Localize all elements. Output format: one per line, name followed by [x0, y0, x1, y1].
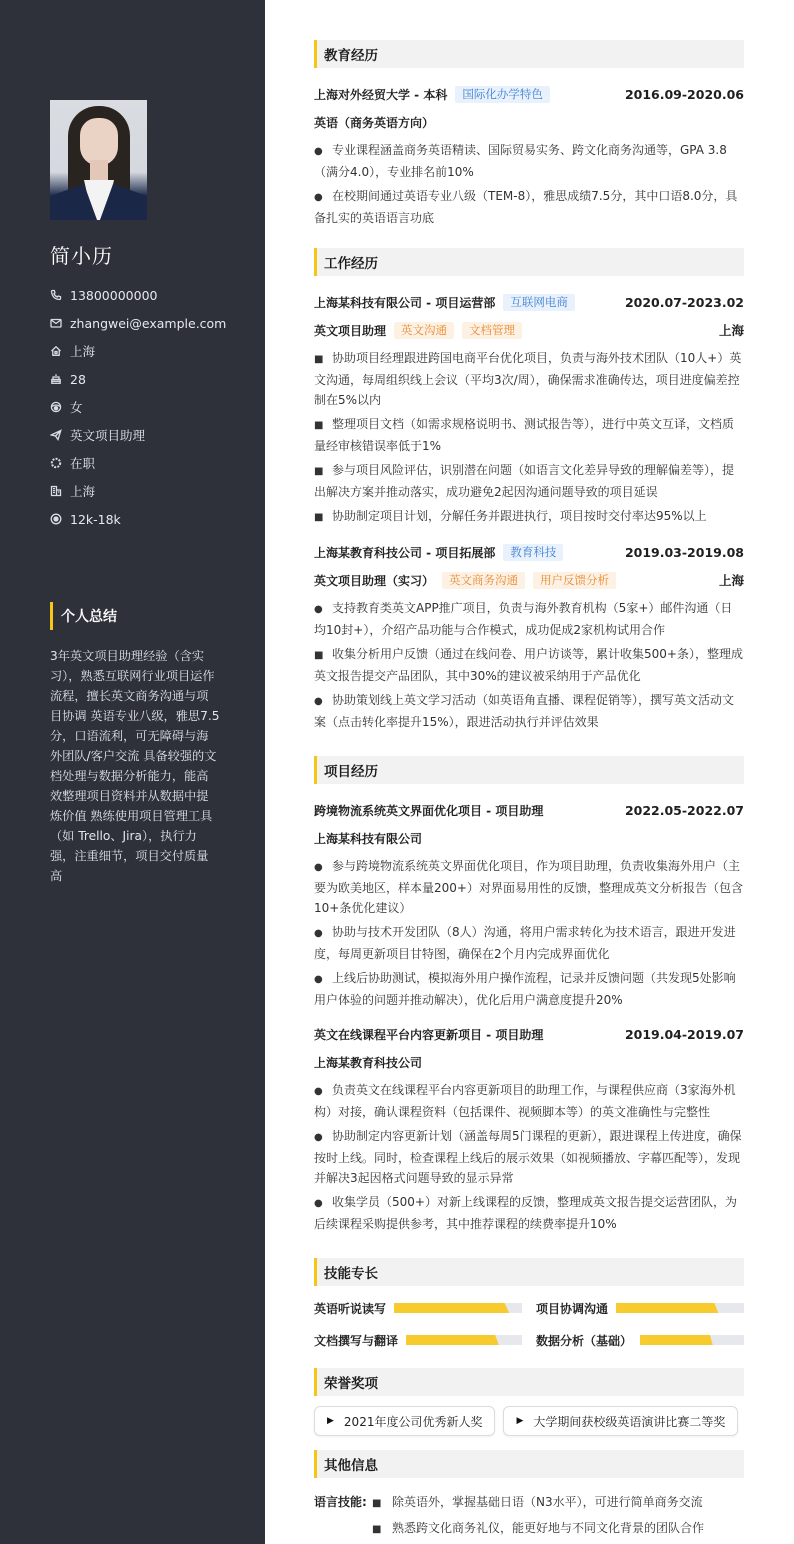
gender-icon [50, 401, 62, 413]
list-item: ■ 熟悉跨文化商务礼仪，能更好地与不同文化背景的团队合作 [372, 1521, 705, 1535]
other-section [314, 1450, 744, 1542]
skill-tag: 英文商务沟通 [442, 572, 525, 589]
list-item: ● 上线后协助测试，模拟海外用户操作流程，记录并反馈问题（共发现5处影响用户体验的问题并推动解决），优化后用户满意度提升20% [314, 971, 736, 1007]
project-bullets [314, 856, 744, 1010]
contact-status: 在职 [50, 449, 226, 477]
skill-tag: 文档管理 [462, 322, 522, 339]
list-item: ● 收集学员（500+）对新上线课程的反馈，整理成英文报告提交运营团队，为后续课程采购提供参考，其中推荐课程的续费率提升10% [314, 1195, 737, 1231]
summary-heading: 个人总结 [50, 602, 117, 630]
skill-tag: 英文沟通 [394, 322, 454, 339]
job-role: 英文项目助理（实习） [314, 573, 435, 588]
list-item: ■ 整理项目文档（如需求规格说明书、测试报告等），进行中英文互译，文档质量经审核错误率低于1% [314, 417, 735, 453]
contact-phone: 13800000000 [50, 281, 226, 309]
list-item: ■ 参与项目风险评估，识别潜在问题（如语言文化差异导致的理解偏差等），提出解决方案并推动落实，成功避免2起因沟通问题导致的项目延误 [314, 463, 735, 499]
school-name: 上海对外经贸大学 - 本科 [314, 87, 448, 102]
building-icon [50, 485, 62, 497]
industry-tag: 互联网电商 [503, 294, 575, 311]
list-item: ■ 除英语外，掌握基础日语（N3水平），可进行简单商务交流 [372, 1495, 703, 1509]
skill-item: 项目协调沟通 [536, 1292, 744, 1324]
list-item: ● 协助制定内容更新计划（涵盖每周5门课程的更新），跟进课程上传进度，确保按时上线。同时，检查课程上线后的展示效果（如视频播放、字幕匹配等），发现并解决3起因格式问题导致的显示异常 [314, 1129, 742, 1185]
language-list [372, 1490, 704, 1542]
phone-icon [50, 289, 62, 301]
work-bullets [314, 598, 744, 732]
status-icon [50, 457, 62, 469]
candidate-name: 简小历 [50, 244, 113, 268]
work-section [314, 248, 744, 732]
contact-salary: 12k-18k [50, 505, 226, 533]
work-bullets [314, 348, 744, 528]
contact-work-city: 上海 [50, 477, 226, 505]
company-name: 上海某教育科技公司 - 项目拓展部 [314, 545, 496, 560]
education-header-row [314, 80, 744, 108]
job-role: 英文项目助理 [314, 323, 387, 338]
education-bullets [314, 140, 744, 228]
awards-heading: 荣誉奖项 [314, 1368, 744, 1396]
project-date: 2019.04-2019.07 [624, 1026, 744, 1042]
project-company: 上海某教育科技公司 [314, 1055, 423, 1070]
major-row [314, 108, 744, 136]
sidebar [0, 0, 265, 1544]
resume-main [314, 40, 744, 1542]
skill-tag: 用户反馈分析 [533, 572, 616, 589]
contact-gender: 女 [50, 393, 226, 421]
work-city: 上海 [718, 573, 744, 588]
education-section [314, 40, 744, 228]
school-tag: 国际化办学特色 [455, 86, 550, 103]
skill-bar [616, 1303, 744, 1313]
skills-grid [314, 1292, 744, 1356]
list-item: ● 协助策划线上英文学习活动（如英语角直播、课程促销等），撰写英文活动文案（点击转化率提升15%），跟进活动执行并评估效果 [314, 693, 735, 729]
education-heading: 教育经历 [314, 40, 744, 68]
skill-item: 文档撰写与翻译 [314, 1324, 522, 1356]
skill-item: 数据分析（基础） [536, 1324, 744, 1356]
salary-icon [50, 513, 62, 525]
mail-icon [50, 317, 62, 329]
contact-email: zhangwei@example.com [50, 309, 226, 337]
work-item [314, 538, 744, 732]
work-item [314, 288, 744, 528]
list-item: ● 支持教育类英文APP推广项目，负责与海外教育机构（5家+）邮件沟通（日均10封+），介绍产品功能与合作模式，成功促成2家机构试用合作 [314, 601, 733, 637]
projects-heading: 项目经历 [314, 756, 744, 784]
award-badge: ▶ 2021年度公司优秀新人奖 [314, 1406, 495, 1436]
avatar-photo [50, 100, 147, 220]
list-item: ● 负责英文在线课程平台内容更新项目的助理工作，与课程供应商（3家海外机构）对接，确认课程资料（包括课件、视频脚本等）的英文准确性与完整性 [314, 1083, 736, 1119]
home-icon [50, 345, 62, 357]
list-item: ● 专业课程涵盖商务英语精读、国际贸易实务、跨文化商务沟通等，GPA 3.8（满分4.0），专业排名前10% [314, 143, 727, 179]
list-item: ● 参与跨境物流系统英文界面优化项目，作为项目助理，负责收集海外用户（主要为欧美地区，样本量200+）对界面易用性的反馈，整理成英文分析报告（包含10+条优化建议） [314, 859, 743, 915]
send-icon [50, 429, 62, 441]
work-date: 2020.07-2023.02 [624, 294, 744, 310]
project-name: 跨境物流系统英文界面优化项目 - 项目助理 [314, 803, 544, 818]
company-name: 上海某科技有限公司 - 项目运营部 [314, 295, 496, 310]
industry-tag: 教育科技 [503, 544, 563, 561]
project-item [314, 1020, 744, 1234]
triangle-right-icon: ▶ [516, 1416, 524, 1426]
language-skills [314, 1490, 744, 1542]
language-label: 语言技能: [314, 1495, 367, 1509]
contact-position: 英文项目助理 [50, 421, 226, 449]
skill-bar [394, 1303, 522, 1313]
skill-bar [406, 1335, 522, 1345]
project-date: 2022.05-2022.07 [624, 802, 744, 818]
project-company: 上海某科技有限公司 [314, 831, 423, 846]
summary-text: 3年英文项目助理经验（含实习），熟悉互联网行业项目运作流程，擅长英文商务沟通与项目协调 英语专业八级，雅思7.5分，口语流利，可无障碍与海外团队/客户交流 具备较强的文档处理与数据分析能力，能高效整理项目资料并从数据中提炼价值 熟练使用项目管理工具（如 Trello、Jira），执行力强，注重细节，项目交付质量高 [50, 649, 220, 883]
list-item: ■ 协助项目经理跟进跨国电商平台优化项目，负责与海外技术团队（10人+）英文沟通，每周组织线上会议（平均3次/周），确保需求准确传达，项目进度偏差控制在5%以内 [314, 351, 742, 407]
projects-section [314, 756, 744, 1234]
work-city: 上海 [718, 323, 744, 338]
contact-list [50, 281, 226, 533]
contact-home: 上海 [50, 337, 226, 365]
education-date: 2016.09-2020.06 [624, 86, 744, 102]
skill-item: 英语听说读写 [314, 1292, 522, 1324]
list-item: ● 在校期间通过英语专业八级（TEM-8），雅思成绩7.5分，其中口语8.0分，具备扎实的英语语言功底 [314, 189, 738, 225]
project-item [314, 796, 744, 1010]
project-bullets [314, 1080, 744, 1234]
contact-age: 28 [50, 365, 226, 393]
list-item: ■ 收集分析用户反馈（通过在线问卷、用户访谈等，累计收集500+条），整理成英文报告提交产品团队，其中30%的建议被采纳用于产品优化 [314, 647, 743, 683]
project-name: 英文在线课程平台内容更新项目 - 项目助理 [314, 1027, 544, 1042]
work-heading: 工作经历 [314, 248, 744, 276]
award-list [314, 1406, 744, 1436]
list-item: ■ 协助制定项目计划，分解任务并跟进执行，项目按时交付率达95%以上 [314, 509, 707, 523]
award-badge: ▶ 大学期间获校级英语演讲比赛二等奖 [503, 1406, 738, 1436]
skill-bar [640, 1335, 744, 1345]
triangle-right-icon: ▶ [327, 1416, 334, 1426]
other-heading: 其他信息 [314, 1450, 744, 1478]
work-date: 2019.03-2019.08 [624, 544, 744, 560]
major: 英语（商务英语方向） [314, 115, 435, 130]
list-item: ● 协助与技术开发团队（8人）沟通，将用户需求转化为技术语言，跟进开发进度，每周更新项目甘特图，确保在2个月内完成界面优化 [314, 925, 736, 961]
awards-section [314, 1368, 744, 1436]
cake-icon [50, 373, 62, 385]
skills-section [314, 1258, 744, 1356]
skills-heading: 技能专长 [314, 1258, 744, 1286]
